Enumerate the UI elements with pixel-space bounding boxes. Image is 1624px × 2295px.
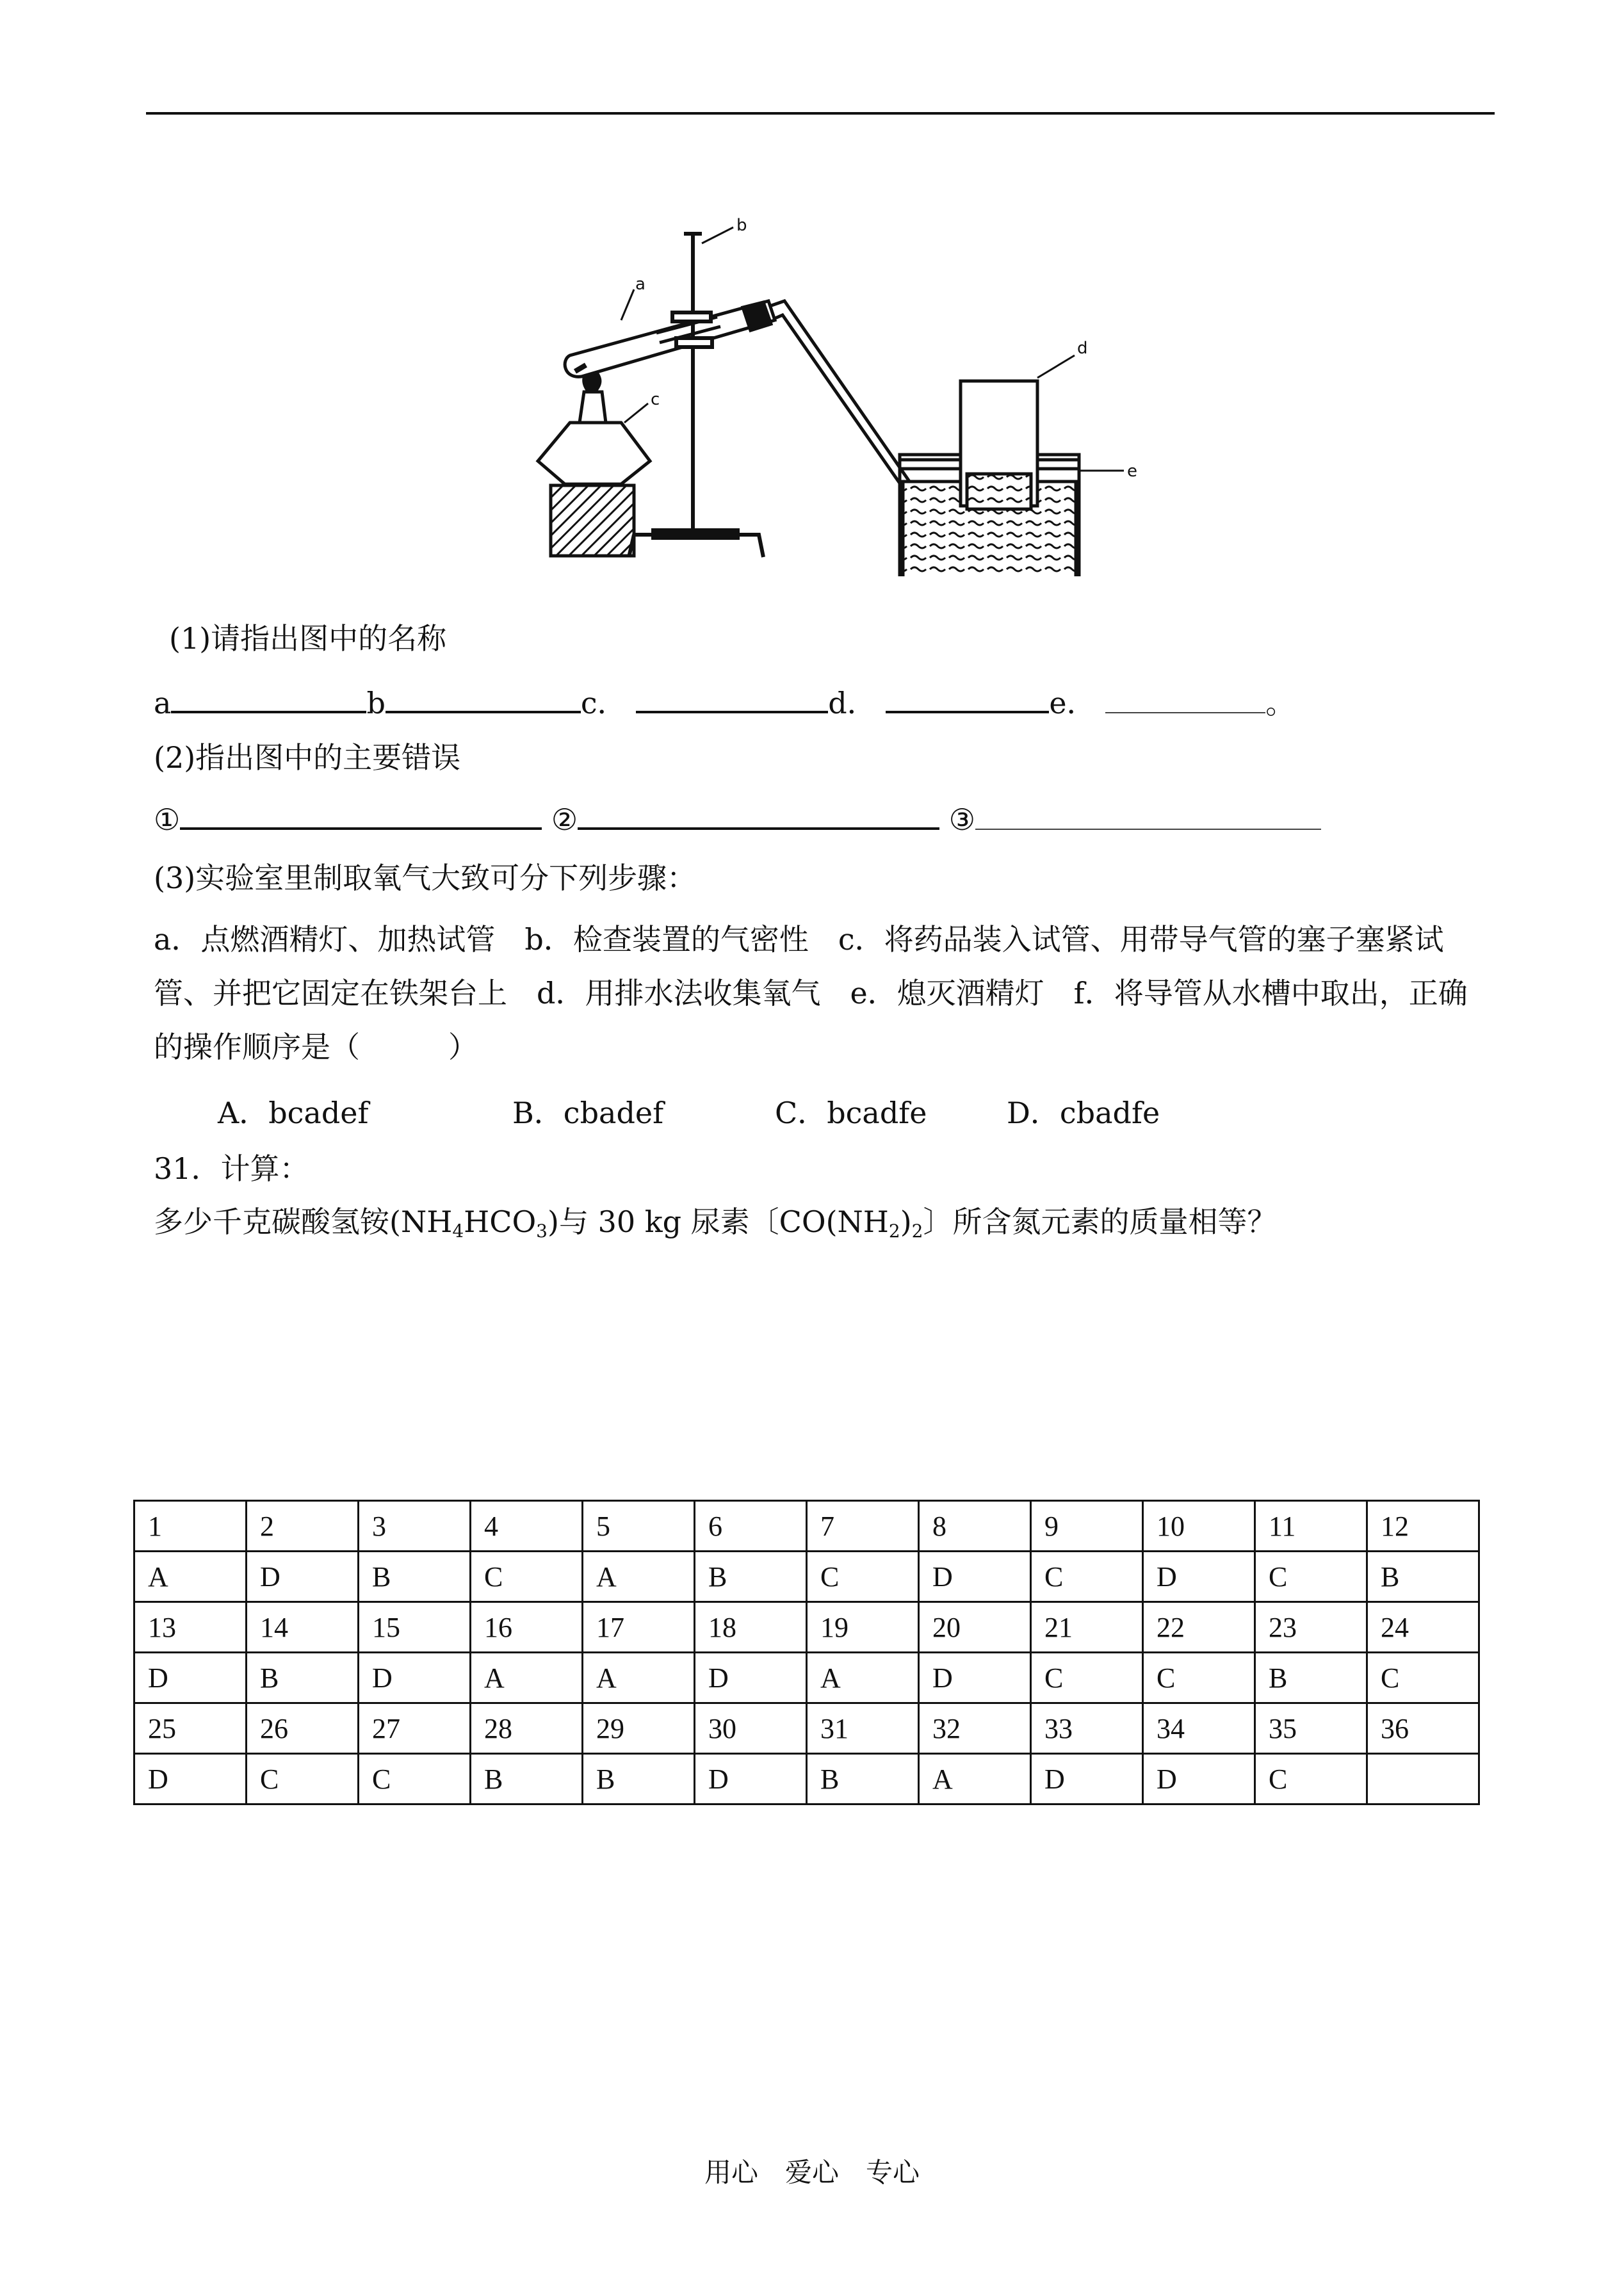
table-cell: 36 bbox=[1367, 1703, 1479, 1754]
table-cell: 21 bbox=[1031, 1602, 1143, 1653]
q2-num-3: ③ bbox=[948, 802, 975, 837]
table-cell: D bbox=[919, 1552, 1031, 1602]
q31-text-1: 多少千克碳酸氢铵(NH bbox=[154, 1204, 453, 1239]
q31-text-4: ) bbox=[900, 1204, 912, 1239]
table-cell: 26 bbox=[247, 1703, 359, 1754]
q3-option-a[interactable]: A．bcadef bbox=[218, 1096, 369, 1130]
table-cell: C bbox=[247, 1754, 359, 1804]
table-cell: D bbox=[134, 1754, 247, 1804]
q1-prompt: (1)请指出图中的名称 bbox=[169, 621, 447, 656]
q3-steps: a．点燃酒精灯、加热试管 b．检查装置的气密性 c．将药品装入试管、用带导气管的塞子塞紧试管、并把它固定在铁架台上 d．用排水法收集氧气 e．熄灭酒精灯 f．将导管从水槽中取出，正确的操作顺序是（ ） bbox=[154, 922, 1468, 1064]
figure-label-d: d bbox=[1077, 339, 1088, 358]
table-cell: B bbox=[807, 1754, 919, 1804]
table-cell: C bbox=[1031, 1552, 1143, 1602]
table-cell: 18 bbox=[695, 1602, 807, 1653]
table-cell: D bbox=[1031, 1754, 1143, 1804]
q31-text-5: 〕所含氮元素的质量相等？ bbox=[923, 1204, 1277, 1239]
table-cell: B bbox=[247, 1653, 359, 1703]
table-cell: 19 bbox=[807, 1602, 919, 1653]
table-cell: B bbox=[359, 1552, 471, 1602]
table-cell: 30 bbox=[695, 1703, 807, 1754]
table-cell: D bbox=[695, 1653, 807, 1703]
table-cell: C bbox=[359, 1754, 471, 1804]
table-cell: 35 bbox=[1255, 1703, 1367, 1754]
table-cell: 14 bbox=[247, 1602, 359, 1653]
q31-text-2: HCO bbox=[464, 1204, 537, 1239]
table-cell: 1 bbox=[134, 1501, 247, 1552]
table-row bbox=[134, 1754, 1479, 1804]
table-cell: C bbox=[1255, 1754, 1367, 1804]
table-cell: 11 bbox=[1255, 1501, 1367, 1552]
figure-label-a: a bbox=[635, 275, 646, 294]
answer-table bbox=[133, 1500, 1480, 1805]
table-cell: 15 bbox=[359, 1602, 471, 1653]
table-cell: B bbox=[695, 1552, 807, 1602]
table-cell: 13 bbox=[134, 1602, 247, 1653]
q2-blanks-line bbox=[154, 802, 1321, 837]
table-cell: 23 bbox=[1255, 1602, 1367, 1653]
table-cell: 6 bbox=[695, 1501, 807, 1552]
error-blank-1[interactable] bbox=[180, 802, 542, 830]
q31-title: 31．计算： bbox=[154, 1151, 309, 1186]
q31-sub-3: 2 bbox=[888, 1220, 900, 1242]
table-cell: 32 bbox=[919, 1703, 1031, 1754]
table-cell: 25 bbox=[134, 1703, 247, 1754]
table-cell: 9 bbox=[1031, 1501, 1143, 1552]
table-cell: A bbox=[583, 1653, 695, 1703]
table-cell: C bbox=[1031, 1653, 1143, 1703]
q1-label-e: e． bbox=[1049, 686, 1096, 720]
q31-question bbox=[154, 1204, 1277, 1242]
table-row bbox=[134, 1602, 1479, 1653]
q1-label-c: c． bbox=[580, 686, 627, 720]
table-cell: A bbox=[807, 1653, 919, 1703]
q3-prompt: (3)实验室里制取氧气大致可分下列步骤： bbox=[154, 861, 697, 895]
blank-c[interactable] bbox=[636, 685, 828, 713]
table-cell: 2 bbox=[247, 1501, 359, 1552]
test-tube bbox=[565, 301, 775, 377]
table-cell: 28 bbox=[471, 1703, 583, 1754]
table-cell: D bbox=[1143, 1552, 1255, 1602]
table-cell: 8 bbox=[919, 1501, 1031, 1552]
table-cell: D bbox=[919, 1653, 1031, 1703]
table-cell: C bbox=[807, 1552, 919, 1602]
blank-a[interactable] bbox=[171, 685, 366, 713]
page-footer: 用心 爱心 专心 bbox=[704, 2157, 920, 2188]
q1-label-b: b bbox=[366, 686, 386, 720]
table-cell: 31 bbox=[807, 1703, 919, 1754]
table-cell: 24 bbox=[1367, 1602, 1479, 1653]
table-cell: 10 bbox=[1143, 1501, 1255, 1552]
oxygen-apparatus-figure bbox=[525, 218, 1153, 576]
q2-num-2: ② bbox=[551, 802, 578, 837]
table-cell: 3 bbox=[359, 1501, 471, 1552]
q31-sub-2: 3 bbox=[536, 1220, 548, 1242]
table-cell: 22 bbox=[1143, 1602, 1255, 1653]
q31-sub-1: 4 bbox=[452, 1220, 464, 1242]
table-cell: 17 bbox=[583, 1602, 695, 1653]
q1-label-d: d． bbox=[828, 686, 877, 720]
table-cell: 12 bbox=[1367, 1501, 1479, 1552]
table-cell: B bbox=[1367, 1552, 1479, 1602]
table-cell: B bbox=[471, 1754, 583, 1804]
table-cell: 29 bbox=[583, 1703, 695, 1754]
table-cell: 20 bbox=[919, 1602, 1031, 1653]
table-cell: A bbox=[134, 1552, 247, 1602]
table-cell: 5 bbox=[583, 1501, 695, 1552]
table-row bbox=[134, 1501, 1479, 1552]
table-cell: A bbox=[583, 1552, 695, 1602]
table-cell: D bbox=[359, 1653, 471, 1703]
table-row bbox=[134, 1653, 1479, 1703]
q31-text-3: )与 30 kg 尿素〔CO(NH bbox=[548, 1204, 889, 1239]
header-rule bbox=[146, 112, 1495, 115]
table-cell: A bbox=[471, 1653, 583, 1703]
q1-blanks-line bbox=[154, 685, 1295, 718]
table-cell: C bbox=[1255, 1552, 1367, 1602]
table-cell: D bbox=[247, 1552, 359, 1602]
table-cell: 4 bbox=[471, 1501, 583, 1552]
error-blank-2[interactable] bbox=[578, 802, 939, 830]
q2-prompt: (2)指出图中的主要错误 bbox=[154, 740, 461, 775]
error-blank-3[interactable] bbox=[975, 803, 1321, 830]
table-cell: C bbox=[471, 1552, 583, 1602]
table-cell: C bbox=[1143, 1653, 1255, 1703]
table-cell: D bbox=[134, 1653, 247, 1703]
table-row bbox=[134, 1703, 1479, 1754]
table-row bbox=[134, 1552, 1479, 1602]
figure-label-e: e bbox=[1127, 462, 1137, 481]
table-cell: D bbox=[695, 1754, 807, 1804]
figure-label-c: c bbox=[651, 390, 660, 409]
q2-num-1: ① bbox=[154, 802, 181, 837]
table-cell bbox=[1367, 1754, 1479, 1804]
table-cell: B bbox=[1255, 1653, 1367, 1703]
q1-label-a: a bbox=[154, 686, 172, 720]
blank-e[interactable] bbox=[1105, 686, 1265, 713]
gas-bottle bbox=[961, 381, 1037, 509]
table-cell: C bbox=[1367, 1653, 1479, 1703]
q3-option-d[interactable]: D．cbadfe bbox=[1007, 1096, 1160, 1130]
table-cell: 7 bbox=[807, 1501, 919, 1552]
table-cell: 33 bbox=[1031, 1703, 1143, 1754]
table-cell: 16 bbox=[471, 1602, 583, 1653]
figure-label-b: b bbox=[736, 218, 747, 235]
table-cell: 34 bbox=[1143, 1703, 1255, 1754]
iron-stand bbox=[629, 234, 763, 557]
table-cell: A bbox=[919, 1754, 1031, 1804]
table-cell: 27 bbox=[359, 1703, 471, 1754]
table-cell: D bbox=[1143, 1754, 1255, 1804]
q1-end: 。 bbox=[1265, 686, 1295, 720]
blank-d[interactable] bbox=[886, 685, 1049, 713]
q3-option-c[interactable]: C．bcadfe bbox=[775, 1096, 927, 1130]
blank-b[interactable] bbox=[386, 685, 581, 713]
q3-option-b[interactable]: B．cbadef bbox=[512, 1096, 664, 1130]
q31-sub-4: 2 bbox=[911, 1220, 923, 1242]
table-cell: B bbox=[583, 1754, 695, 1804]
